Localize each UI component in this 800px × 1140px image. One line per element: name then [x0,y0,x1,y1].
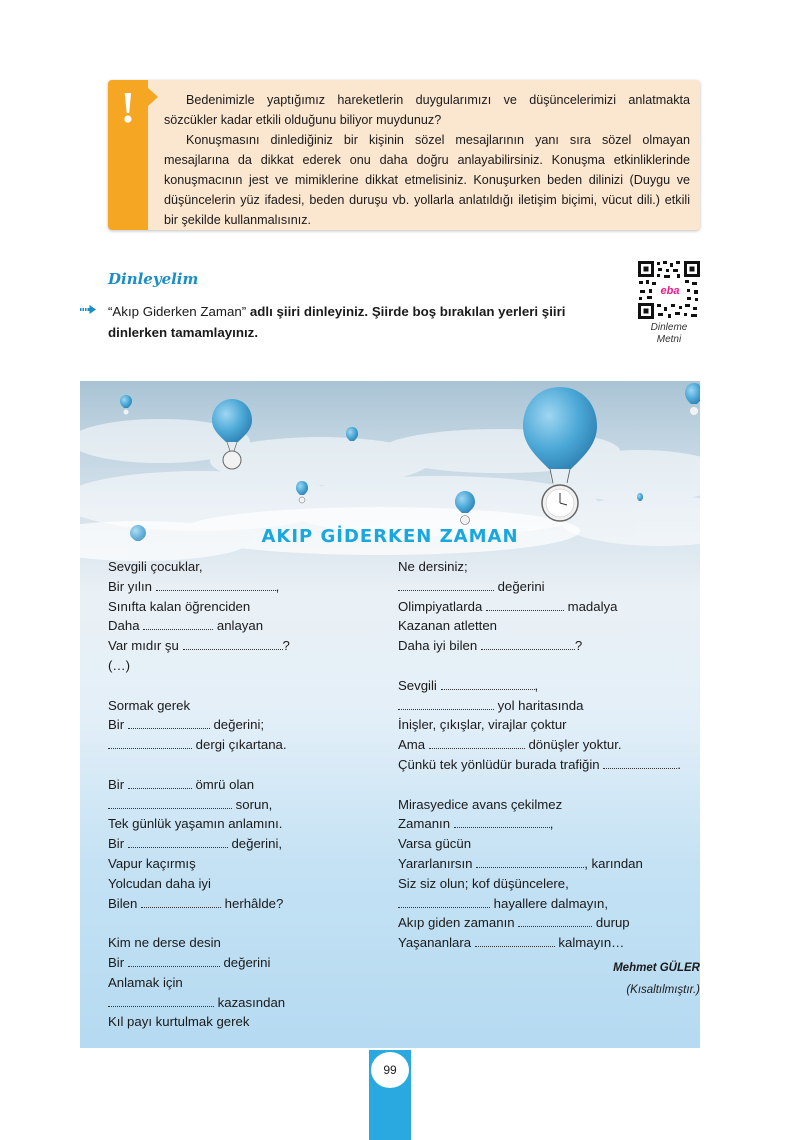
poem-line [108,656,388,676]
poem-line [398,636,698,656]
fill-in-blank[interactable] [475,935,555,947]
poem-line-text: Sınıfta kalan öğrenciden [108,598,251,614]
fill-in-blank[interactable] [481,638,575,650]
poem-line-text: Vapur kaçırmış [108,855,196,871]
poem-line-text: kalmayın… [554,935,625,951]
poem-author: Mehmet GÜLER [613,962,700,974]
poem-line-text: Bilen [108,895,141,911]
qr-caption-line-1: Dinleme [650,322,688,333]
fill-in-blank[interactable] [398,579,494,591]
poem-line [108,874,388,894]
poem-line-text: anlayan [213,618,264,634]
fill-in-blank[interactable] [486,599,564,611]
poem-line-text: Sevgili [398,677,441,693]
poem-line-text: değerini [219,954,271,970]
poem-line-text: Çünkü tek yönlüdür burada trafiğin [398,756,604,772]
info-paragraph-2: Konuşmasını dinlediğiniz bir kişinin sözel mesajlarının yanı sıra sözel olmayan mesajlarına da dikkat ederek onu daha doğru anlayabilirsiniz. Konuşma etkinliklerinde konuşmacının jest ve mimiklerine dikkat etmelisiniz. Konuşurken beden dilinizi (Duygu ve düşüncelerin yüz ifadesi, beden duruşu vb. yollarla anlatıldığı iletişim biçimi, vücut dili.) etkili bir şekilde kullanmalısınız. [164,133,690,227]
poem-line-text: , [534,677,539,693]
poem-line-text: madalya [563,598,618,614]
poem-line [398,696,698,716]
poem-line-text: sorun, [232,796,273,812]
poem-line-text: (…) [108,657,130,673]
poem-line [108,854,388,874]
poem-line [108,814,388,834]
poem-line [108,913,388,933]
poem-line-text: Bir [108,776,128,792]
info-text [164,90,690,230]
poem-line [108,636,388,656]
poem-line [108,834,388,854]
poem-line [398,735,698,755]
poem-line [398,874,698,894]
poem-line-text: Daha iyi bilen [398,638,481,654]
poem-note: (Kısaltılmıştır.) [626,984,700,996]
poem-line-text: Bir [108,717,128,733]
fill-in-blank[interactable] [108,995,214,1007]
arrow-icon [80,305,96,314]
fill-in-blank[interactable] [128,717,210,729]
fill-in-blank[interactable] [454,816,550,828]
poem-line-text: Sormak gerek [108,697,191,713]
qr-caption [628,322,710,346]
poem-line-text: Kim ne derse desin [108,935,221,951]
poem-line-text: değerini; [209,717,265,733]
poem-line-text: Kıl payı kurtulmak gerek [108,1014,250,1030]
poem-line [108,1012,388,1032]
poem-line-text: Yolcudan daha iyi [108,875,211,891]
poem-line-text: ? [282,638,290,654]
poem-line [398,894,698,914]
poem-line [108,795,388,815]
poem-line [108,557,388,577]
poem-line [398,755,698,775]
poem-line-text: Yararlanırsın [398,855,477,871]
poem-line [398,715,698,735]
poem-line [108,577,388,597]
poem-line-text: , karından [584,855,643,871]
poem-line [398,577,698,597]
instruction-text [108,301,624,343]
poem-line [398,814,698,834]
fill-in-blank[interactable] [398,698,494,710]
poem-line-text: Var mıdır şu [108,638,183,654]
qr-badge-label: eba [660,285,680,297]
instruction-poem-name: “Akıp Giderken Zaman” [108,304,247,319]
poem-line-text: yol haritasında [494,697,584,713]
poem-column-right [398,557,698,953]
poem-line-text: dergi çıkartana. [192,737,287,753]
fill-in-blank[interactable] [108,797,232,809]
poem-line-text: İnişler, çıkışlar, virajlar çoktur [398,717,567,733]
poem-line [108,775,388,795]
poem-line-text: . [677,756,681,772]
poem-line [398,597,698,617]
poem-line [398,913,698,933]
poem-line-text: dönüşler yoktur. [524,737,622,753]
poem-line-text: Mirasyedice avans çekilmez [398,796,563,812]
poem-line [108,894,388,914]
poem-line-text: Akıp giden zamanın [398,915,519,931]
info-strip-notch [148,88,158,106]
fill-in-blank[interactable] [128,777,192,789]
info-box [108,80,700,230]
poem-line-text: Yaşananlara [398,935,475,951]
poem-line-text: , [275,578,280,594]
poem-line-text: Ama [398,737,429,753]
fill-in-blank[interactable] [128,955,220,967]
poem-line-text: Siz siz olun; kof düşüncelere, [398,875,569,891]
poem-line-text: Bir yılın [108,578,156,594]
fill-in-blank[interactable] [476,856,584,868]
poem-line [108,597,388,617]
fill-in-blank[interactable] [183,638,283,650]
poem-line [398,795,698,815]
fill-in-blank[interactable] [398,896,490,908]
poem-line [398,616,698,636]
poem-line [398,656,698,676]
poem-line [398,854,698,874]
poem-line [108,735,388,755]
poem-line-text: Ne dersiniz; [398,559,468,574]
poem-line [108,953,388,973]
poem-line-text: Tek günlük yaşamın anlamını. [108,816,283,832]
fill-in-blank[interactable] [128,836,228,848]
exclamation-icon: ! [120,83,136,132]
poem-line [108,973,388,993]
poem-line [398,834,698,854]
poem-line [108,715,388,735]
qr-code-icon[interactable] [637,260,701,320]
fill-in-blank[interactable] [143,618,213,630]
poem-line [108,676,388,696]
poem-line-text: Sevgili çocuklar, [108,559,203,574]
poem-line [108,696,388,716]
poem-title: AKIP GİDERKEN ZAMAN [261,526,519,547]
poem-line [398,775,698,795]
poem-line [398,676,698,696]
poem-line-text: Kazanan atletten [398,618,497,634]
poem-panel [80,381,700,1048]
poem-line-text: kazasından [214,994,286,1010]
info-paragraph-1: Bedenimizle yaptığımız hareketlerin duygularımızı ve düşüncelerimizi anlatmakta sözcükler kadar etkili olduğunu biliyor muydunuz? [164,93,690,127]
poem-line [398,933,698,953]
page-number: 99 [371,1052,409,1088]
poem-line-text: değerini, [227,836,283,852]
fill-in-blank[interactable] [518,915,592,927]
instruction-rest: adlı şiiri dinleyiniz. Şiirde boş bırakılan yerleri şiiri dinlerken tamamlayınız. [108,304,566,340]
poem-line [398,557,698,577]
poem-line-text: Zamanın [398,816,454,832]
poem-line-text: değerini [494,578,545,594]
info-strip [108,80,148,230]
fill-in-blank[interactable] [429,737,525,749]
fill-in-blank[interactable] [441,678,535,690]
poem-line-text: Anlamak için [108,974,183,990]
fill-in-blank[interactable] [156,579,276,591]
poem-line [108,933,388,953]
poem-line-text: Varsa gücün [398,836,472,852]
section-title: Dinleyelim [108,270,199,288]
poem-line-text: herhâlde? [221,895,284,911]
poem-line-text: Bir [108,836,128,852]
poem-line-text: ? [574,638,583,654]
poem-line [108,993,388,1013]
poem-line-text: ömrü olan [191,776,255,792]
fill-in-blank[interactable] [603,757,677,769]
poem-line-text: hayallere dalmayın, [490,895,609,911]
fill-in-blank[interactable] [108,737,192,749]
poem-column-left [108,557,388,1032]
poem-line-text: Olimpiyatlarda [398,598,486,614]
fill-in-blank[interactable] [141,896,221,908]
poem-line-text: , [549,816,554,832]
poem-line-text: Daha [108,618,144,634]
poem-line [108,755,388,775]
poem-line-text: Bir [108,954,128,970]
qr-caption-line-2: Metni [656,334,682,345]
poem-line [108,616,388,636]
poem-line-text: durup [592,915,630,931]
